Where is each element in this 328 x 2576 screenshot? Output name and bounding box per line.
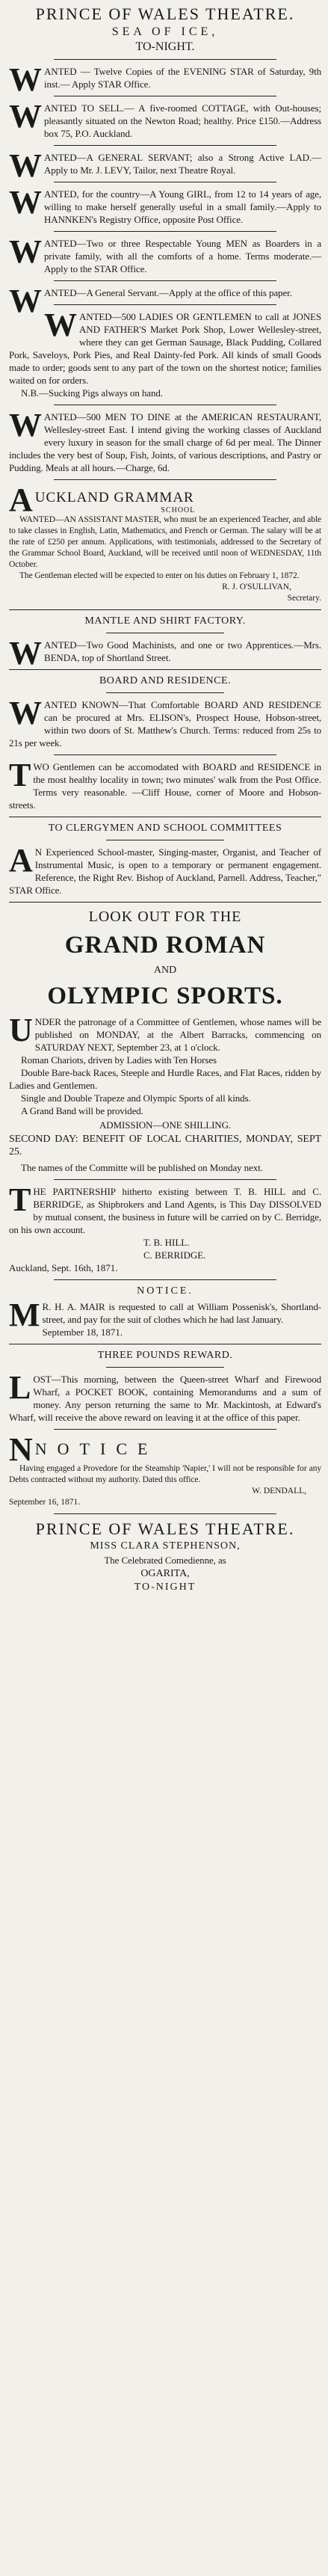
theatre-desc: The Celebrated Comedienne, as bbox=[104, 1555, 226, 1566]
ad-note: N.B.—Sucking Pigs always on hand. bbox=[21, 387, 163, 399]
ad-reward bbox=[9, 1350, 321, 1424]
theatre-play: SEA OF ICE, bbox=[111, 25, 219, 38]
ad-pork-shop bbox=[9, 307, 321, 399]
section-heading: TO CLERGYMEN AND SCHOOL COMMITTEES bbox=[48, 823, 282, 834]
divider bbox=[54, 304, 276, 305]
ad-text: Having engaged a Provedore for the Steamship 'Napier,' I will not be responsible for any Debts contracted without my authority. Dated this office. bbox=[9, 1464, 321, 1484]
divider bbox=[106, 692, 224, 693]
ad-text: HE PARTNERSHIP hitherto existing between T. B. HILL and C. BERRIDGE, as Shipbrokers and Land Agents, is This Day DISSOLVED by mutual consent, the business in future will be carried on by C. Berridge, on his own account. bbox=[9, 1186, 321, 1235]
sports-title-1: GRAND ROMAN bbox=[64, 932, 266, 959]
theatre-role: OGARITA, bbox=[140, 1568, 190, 1579]
ad-grammar-school bbox=[9, 485, 321, 604]
ad-text: WO Gentlemen can be accomodated with BOARD and RESIDENCE in the most healthy locality in town; two minutes' walk from the Post Office. Terms very reasonable. —Cliff House, corner of Moore and Hobson-streets. bbox=[9, 761, 321, 811]
divider bbox=[54, 1279, 276, 1280]
signature-name: R. J. O'SULLIVAN, bbox=[222, 582, 291, 591]
ad-machinists bbox=[9, 635, 321, 671]
drop-cap: U bbox=[9, 1012, 33, 1048]
divider bbox=[9, 902, 321, 903]
divider bbox=[54, 479, 276, 480]
drop-cap: W bbox=[9, 98, 42, 135]
ad-date: September 18, 1871. bbox=[42, 1327, 123, 1338]
ad-notice-mair bbox=[9, 1285, 321, 1338]
drop-cap: W bbox=[9, 407, 42, 443]
drop-cap: W bbox=[9, 233, 42, 270]
theatre-ad-2 bbox=[9, 1519, 321, 1593]
divider bbox=[54, 1429, 276, 1430]
sports-chariots: Roman Chariots, driven by Ladies with Ten Horses bbox=[21, 1054, 217, 1066]
divider bbox=[54, 145, 276, 146]
ad-notice-providore bbox=[9, 1435, 321, 1508]
sports-trapeze: Single and Double Trapeze and Olympic Sports of all kinds. bbox=[21, 1092, 251, 1104]
divider bbox=[106, 1367, 224, 1368]
ad-servant-lad bbox=[9, 147, 321, 184]
ad-text-2: The Gentleman elected will be expected to enter on his duties on February 1, 1872. bbox=[19, 571, 300, 580]
drop-cap: N bbox=[9, 1435, 33, 1463]
divider bbox=[54, 1179, 276, 1180]
ad-text: WANTED—AN ASSISTANT MASTER, who must be an experienced Teacher, and able to take classes in English, Latin, Mathematics, and French or German. The salary will be at the rate of £250 per annum. Applications, with testimonials, addressed to the Secretary of the Grammar School Board, Auckland, will be received until noon of WEDNESDAY, 11th October. bbox=[9, 515, 321, 569]
divider bbox=[54, 231, 276, 232]
theatre-title: PRINCE OF WALES THEATRE. bbox=[35, 4, 295, 23]
signature-1: T. B. HILL. bbox=[143, 1237, 190, 1248]
section-heading: NOTICE. bbox=[137, 1285, 194, 1297]
ad-evening-star bbox=[9, 61, 321, 98]
divider bbox=[9, 669, 321, 670]
ad-text: ANTED—Two or three Respectable Young MEN as Boarders in a private family, with all the comforts of a home. Terms moderate.—Apply to the STAR Office. bbox=[44, 238, 321, 274]
drop-cap: W bbox=[9, 147, 42, 184]
theatre-title: PRINCE OF WALES THEATRE. bbox=[35, 1519, 295, 1538]
section-heading bbox=[9, 1439, 321, 1459]
drop-cap: M bbox=[9, 1297, 40, 1333]
drop-cap: W bbox=[9, 635, 42, 671]
ad-cottage bbox=[9, 98, 321, 140]
ad-text: N Experienced School-master, Singing-master, Organist, and Teacher of Instrumental Music, is open to a temporary or permanent engagement. Reference, the Right Rev. Bishop of Auckland, Parnell. Address, Teacher," STAR Office. bbox=[9, 846, 321, 896]
ad-text: ANTED — Twelve Copies of the EVENING STAR of Saturday, 9th inst.— Apply STAR Office. bbox=[44, 66, 321, 90]
sports-lookout: LOOK OUT FOR THE bbox=[88, 909, 242, 925]
ad-restaurant bbox=[9, 407, 321, 474]
theatre-when: TO-NIGHT. bbox=[135, 40, 195, 53]
divider bbox=[54, 280, 276, 281]
ad-young-girl bbox=[9, 184, 321, 226]
ad-text: ANTED KNOWN—That Comfortable BOARD AND RESIDENCE can be procured at Mrs. ELISON's, Prospect House, Hobson-street, within two doors of St. Matthew's Church. Terms: reduced from 25s to 21s per week. bbox=[9, 699, 321, 748]
ad-general-servant bbox=[9, 283, 321, 319]
drop-cap: T bbox=[9, 1181, 31, 1218]
sports-and: AND bbox=[153, 965, 177, 976]
ad-date: September 16, 1871. bbox=[9, 1498, 81, 1507]
ad-text: OST—This morning, between the Queen-street Wharf and Firewood Wharf, a POCKET BOOK, containing Memorandums and a sum of money. Any person returning the same to Mr. Mackintosh, at Edward's Wharf, will receive the above reward on leaving it at the office of this paper. bbox=[9, 1374, 321, 1423]
drop-cap: A bbox=[9, 485, 33, 514]
drop-cap: W bbox=[9, 184, 42, 221]
sports-title-2: OLYMPIC SPORTS. bbox=[47, 983, 283, 1009]
grammar-subtitle: SCHOOL bbox=[161, 506, 196, 514]
sports-second-day: SECOND DAY: BENEFIT OF LOCAL CHARITIES, MONDAY, SEPT 25. bbox=[9, 1134, 321, 1158]
ad-date: Auckland, Sept. 16th, 1871. bbox=[9, 1262, 118, 1273]
ad-text: ANTED—Two Good Machinists, and one or two Apprentices.—Mrs. BENDA, top of Shortland Street. bbox=[44, 639, 321, 663]
section-heading: THREE POUNDS REWARD. bbox=[97, 1350, 233, 1361]
drop-cap: L bbox=[9, 1369, 31, 1406]
ad-text: ANTED—A General Servant.—Apply at the office of this paper. bbox=[44, 287, 292, 298]
sports-committee: The names of the Committe will be published on Monday next. bbox=[21, 1162, 263, 1173]
drop-cap: T bbox=[9, 757, 31, 793]
ad-text: ANTED, for the country—A Young GIRL, from 12 to 14 years of age, willing to make herself generally useful in a small family.—Apply to HANNKEN's Registry Office, opposite Post Office. bbox=[44, 188, 321, 225]
notice-heading-text: NOTICE bbox=[34, 1439, 158, 1458]
sports-band: A Grand Band will be provided. bbox=[21, 1105, 143, 1116]
ad-wanted-known bbox=[9, 695, 321, 749]
drop-cap: W bbox=[9, 61, 42, 98]
ad-text: R. H. A. MAIR is requested to call at William Possenisk's, Shortland-street, and pay for the suit of clothes which he had last January. bbox=[42, 1301, 321, 1325]
ad-text: ANTED TO SELL.— A five-roomed COTTAGE, with Out-houses; pleasantly situated on the Newton Road; healthy. Price £150.—Address box 75, P.O. Auckland. bbox=[44, 102, 321, 139]
drop-cap: W bbox=[9, 695, 42, 731]
ad-text: NDER the patronage of a Committee of Gentlemen, whose names will be published on MONDAY, at the Albert Barracks, commencing on SATURDAY NEXT, September 23, at 1 o'clock. bbox=[34, 1016, 321, 1053]
section-heading: MANTLE AND SHIRT FACTORY. bbox=[84, 615, 246, 627]
drop-cap: W bbox=[44, 307, 77, 343]
sports-admission: ADMISSION—ONE SHILLING. bbox=[99, 1119, 232, 1131]
ad-text: ANTED—500 MEN TO DINE at the AMERICAN RESTAURANT, Wellesley-street East. I intend giving the working classes of Auckland every luxury in season for the small charge of 6d per meal. The Dinner includes the very best of Soup, Fish, Joints, of various descriptions, and Pastry or Pudding. Meals at all hours.—Charge, 6d. bbox=[9, 411, 321, 473]
drop-cap: A bbox=[9, 842, 33, 879]
signature-role: Secretary. bbox=[287, 594, 321, 603]
divider bbox=[54, 754, 276, 755]
divider bbox=[9, 609, 321, 610]
ad-partnership bbox=[9, 1181, 321, 1274]
drop-cap: W bbox=[9, 283, 42, 319]
ad-text: ANTED—A GENERAL SERVANT; also a Strong Active LAD.—Apply to Mr. J. LEVY, Tailor, next Theatre Royal. bbox=[44, 152, 321, 176]
theatre-ad-1 bbox=[9, 4, 321, 54]
ad-sports bbox=[9, 909, 321, 1174]
divider bbox=[54, 59, 276, 60]
ad-two-gentlemen bbox=[9, 757, 321, 811]
sports-races: Double Bare-back Races, Steeple and Hurdle Races, and Flat Races, ridden by Ladies and Gentlemen. bbox=[9, 1067, 321, 1091]
theatre-when: TO-NIGHT bbox=[134, 1581, 197, 1593]
section-heading: BOARD AND RESIDENCE. bbox=[99, 675, 232, 686]
ad-schoolmaster bbox=[9, 842, 321, 897]
ad-text: ANTED—500 LADIES OR GENTLEMEN to call at JONES AND FATHER'S Market Pork Shop, Lower Wellesley-street, where they can get German Sausage, Black Pudding, Collared Pork, Saveloys, Pork Pies, and Real Dainty-fed Pork. All kinds of small Goods made to order; goods sent to any part of the town on the shortest notice; families waited on for orders. bbox=[9, 311, 321, 386]
signature-2: C. BERRIDGE. bbox=[143, 1249, 206, 1261]
signature: W. DENDALL, bbox=[252, 1487, 306, 1496]
divider bbox=[54, 1513, 276, 1514]
grammar-title: UCKLAND GRAMMAR bbox=[34, 490, 194, 505]
ad-boarders bbox=[9, 233, 321, 275]
theatre-performer: MISS CLARA STEPHENSON, bbox=[90, 1540, 241, 1552]
